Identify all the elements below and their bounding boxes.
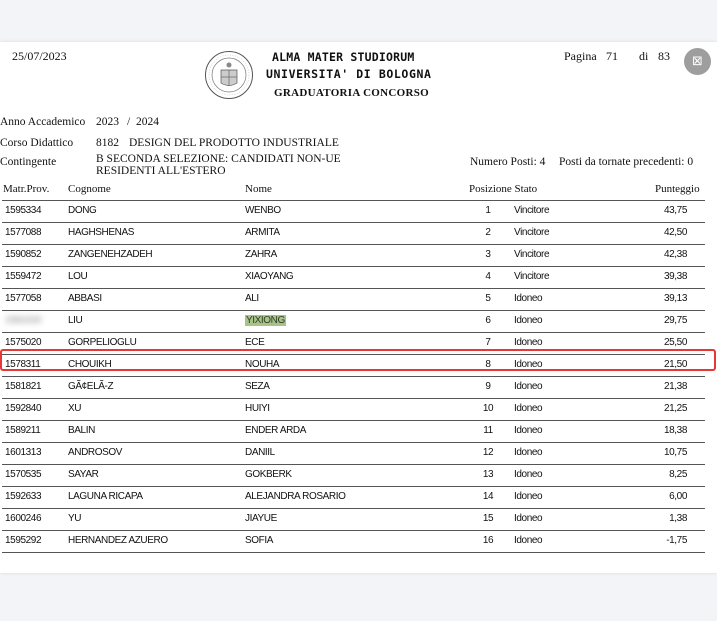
matricola-cell: 1601313 [5,447,42,458]
document-page [0,42,717,573]
contingente-line1: B SECONDA SELEZIONE: CANDIDATI NON-UE [96,153,341,165]
posizione-cell: 8 [485,359,491,370]
stato-cell: Vincitore [514,205,550,216]
table-row [0,310,717,332]
posizione-cell: 5 [485,293,491,304]
institution-line2: UNIVERSITA' DI BOLOGNA [266,67,432,81]
table-row [0,332,717,354]
posizione-cell: 9 [485,381,491,392]
posizione-cell: 2 [485,227,491,238]
institution-line1: ALMA MATER STUDIORUM [272,50,415,64]
page-total: 83 [658,49,670,63]
posizione-cell: 4 [485,271,491,282]
contingente-label: Contingente [0,156,57,168]
col-header-matr: Matr.Prov. [3,183,50,195]
table-row [0,508,717,530]
matricola-cell: 1559472 [5,271,42,282]
table-row [0,288,717,310]
page-of-label: di [639,49,649,63]
posizione-cell: 11 [483,425,493,436]
table-bottom-rule [2,552,705,553]
matricola-cell: 1577088 [5,227,42,238]
table-row [0,398,717,420]
row-divider [2,244,705,245]
cognome-cell: HAGHSHENAS [68,227,135,238]
stato-cell: Vincitore [514,227,550,238]
punteggio-cell: 10,75 [663,447,687,458]
posizione-cell: 15 [482,513,494,524]
row-divider [2,530,705,531]
cognome-cell: GÃ¢ELÃ-Z [68,381,114,392]
matricola-cell: 1595292 [5,535,42,546]
cognome-cell: HERNANDEZ AZUERO [68,535,168,546]
punteggio-cell: 43,75 [663,205,687,216]
cognome-cell: LIU [68,315,83,326]
posizione-cell: 6 [485,315,491,326]
posizione-cell: 10 [482,403,494,414]
stato-cell: Idoneo [514,315,543,326]
table-row [0,442,717,464]
punteggio-cell: 42,38 [663,249,687,260]
nome-cell: ENDER ARDA [245,425,307,436]
document-title: GRADUATORIA CONCORSO [274,87,430,99]
anno-value2: 2024 [136,116,159,128]
matricola-cell: 1595334 [5,205,42,216]
table-row [0,486,717,508]
corso-label: Corso Didattico [0,137,74,149]
numero-posti: Numero Posti: 4 [470,156,546,168]
nome-cell: ECE [245,337,265,348]
row-divider [2,288,705,289]
contingente-line2: RESIDENTI ALL'ESTERO [96,165,226,177]
row-divider [2,486,705,487]
col-header-posizione-stato: Posizione Stato [469,183,538,195]
col-header-punteggio: Punteggio [655,183,700,195]
punteggio-cell: 25,50 [663,337,687,348]
row-divider [2,464,705,465]
matricola-cell: 1577058 [5,293,42,304]
nome-cell: GOKBERK [245,469,292,480]
punteggio-cell: 1,38 [669,513,687,524]
nome-cell: ARMITA [245,227,280,238]
matricola-cell: 1590852 [5,249,42,260]
punteggio-cell: 21,50 [663,359,687,370]
nome-cell: DANIIL [245,447,275,458]
matricola-cell: 1578311 [5,359,41,370]
highlighted-name: YIXIONG [246,315,285,326]
row-divider [2,222,705,223]
stato-cell: Idoneo [514,513,543,524]
row-divider [2,332,705,333]
posizione-cell: 3 [485,249,491,260]
table-row [0,354,717,376]
matricola-cell: 1581821 [5,381,42,392]
nome-cell: ALEJANDRA ROSARIO [245,491,346,502]
cognome-cell: YU [68,513,82,524]
stato-cell: Idoneo [514,293,543,304]
table-row [0,244,717,266]
anno-separator: / [127,116,131,128]
posizione-cell: 7 [485,337,491,348]
posti-tornate: Posti da tornate precedenti: 0 [559,156,694,168]
punteggio-cell: 29,75 [663,315,687,326]
col-header-nome: Nome [245,183,272,195]
matricola-cell: 1592840 [5,403,42,414]
cognome-cell: XU [68,403,82,414]
matricola-cell: 1589211 [5,425,41,436]
punteggio-cell: 8,25 [669,469,687,480]
matricola-cell: 1575020 [5,337,42,348]
row-divider [2,442,705,443]
punteggio-cell: 39,13 [663,293,687,304]
cognome-cell: SAYAR [68,469,99,480]
stato-cell: Idoneo [514,337,543,348]
row-divider [2,354,705,355]
nome-cell: WENBO [245,205,281,216]
matricola-cell: 1570535 [5,469,42,480]
table-row [0,266,717,288]
page-label: Pagina [564,49,597,63]
row-divider [2,200,705,201]
row-divider [2,420,705,421]
posizione-cell: 1 [485,205,491,216]
nome-cell: NOUHA [245,359,280,370]
matricola-cell: 1581020 [5,315,42,326]
close-button[interactable] [684,48,711,75]
row-divider [2,398,705,399]
row-divider [2,508,705,509]
nome-cell: JIAYUE [245,513,277,524]
cognome-cell: ABBASI [68,293,102,304]
cognome-cell: CHOUIKH [68,359,112,370]
stato-cell: Idoneo [514,535,543,546]
cognome-cell: BALIN [68,425,95,436]
row-divider [2,266,705,267]
cognome-cell: DONG [68,205,97,216]
document-date: 25/07/2023 [12,49,67,63]
row-divider [2,310,705,311]
cognome-cell: LAGUNA RICAPA [68,491,143,502]
punteggio-cell: 6,00 [669,491,687,502]
corso-code: 8182 [96,137,119,149]
corso-name: DESIGN DEL PRODOTTO INDUSTRIALE [129,137,339,149]
punteggio-cell: 39,38 [663,271,687,282]
punteggio-cell: 21,38 [663,381,687,392]
stato-cell: Idoneo [514,447,543,458]
nome-cell: XIAOYANG [245,271,294,282]
anno-value: 2023 [96,116,119,128]
posizione-cell: 13 [482,469,494,480]
cognome-cell: GORPELIOGLU [68,337,137,348]
table-row [0,376,717,398]
stato-cell: Idoneo [514,381,543,392]
posizione-cell: 14 [482,491,494,502]
page-number: 71 [606,49,618,63]
table-row [0,420,717,442]
matricola-cell: 1592633 [5,491,42,502]
cognome-cell: ANDROSOV [68,447,123,458]
nome-cell [245,315,286,326]
cognome-cell: LOU [68,271,88,282]
posizione-cell: 12 [482,447,494,458]
anno-label: Anno Accademico [0,116,86,128]
posizione-cell: 16 [482,535,494,546]
table-row [0,464,717,486]
nome-cell: SOFIA [245,535,274,546]
stato-cell: Vincitore [514,271,550,282]
close-icon: ⊠ [692,54,703,69]
table-row [0,200,717,222]
stato-cell: Idoneo [514,469,543,480]
row-divider [2,376,705,377]
university-seal-icon [204,50,254,100]
nome-cell: HUIYI [245,403,270,414]
table-row [0,530,717,552]
punteggio-cell: -1,75 [666,535,687,546]
stato-cell: Idoneo [514,359,543,370]
stato-cell: Vincitore [514,249,550,260]
stato-cell: Idoneo [514,403,543,414]
punteggio-cell: 21,25 [663,403,687,414]
stato-cell: Idoneo [514,491,543,502]
col-header-cognome: Cognome [68,183,111,195]
punteggio-cell: 42,50 [663,227,687,238]
nome-cell: ALI [245,293,259,304]
stato-cell: Idoneo [514,425,543,436]
nome-cell: SEZA [245,381,270,392]
nome-cell: ZAHRA [245,249,277,260]
cognome-cell: ZANGENEHZADEH [68,249,153,260]
punteggio-cell: 18,38 [663,425,687,436]
matricola-cell: 1600246 [5,513,42,524]
table-row [0,222,717,244]
